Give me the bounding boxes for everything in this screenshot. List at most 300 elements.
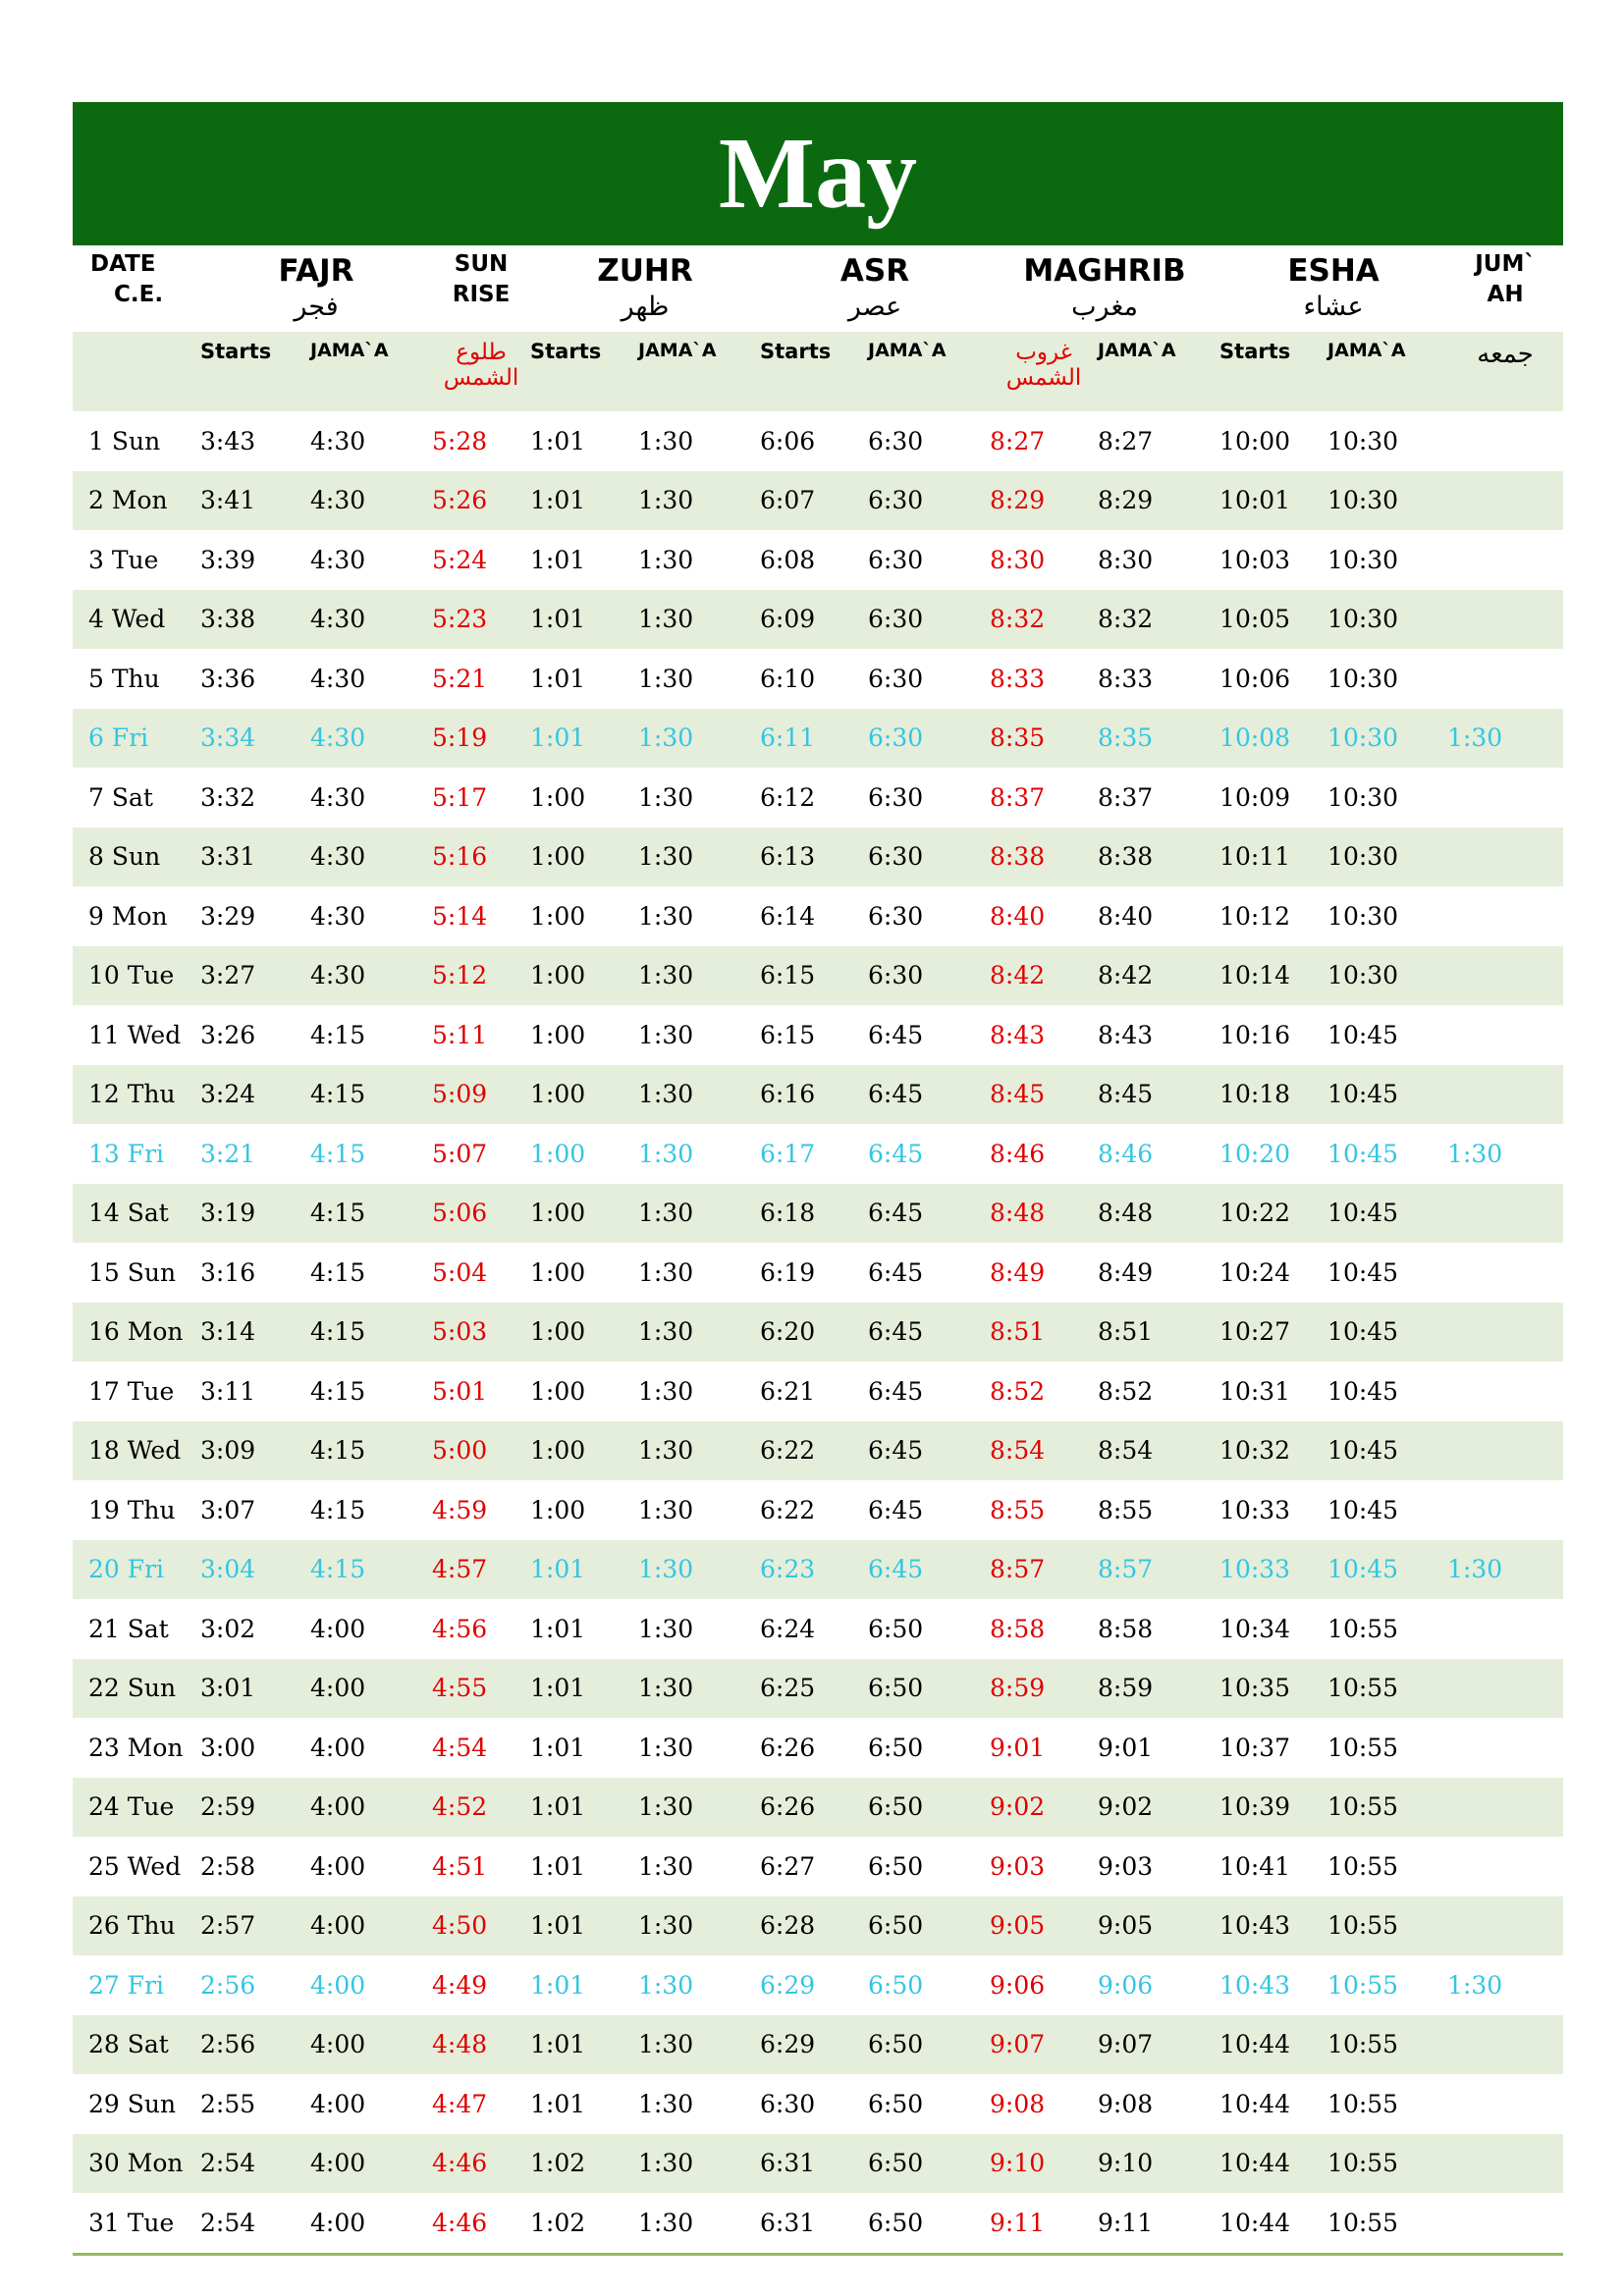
esha-jamaa-cell: 10:30 — [1327, 828, 1447, 887]
jumuah-cell — [1447, 1778, 1563, 1838]
zuhr-starts-cell: 1:00 — [530, 1376, 586, 1406]
esha-jamaa-cell: 10:30 — [1327, 590, 1447, 650]
maghrib-sunset-cell: 8:33 — [990, 664, 1046, 693]
maghrib-sunset-cell: 9:08 — [990, 2089, 1046, 2118]
asr-jamaa-cell: 6:50 — [868, 1970, 924, 2000]
asr-starts-cell: 6:26 — [760, 1778, 868, 1838]
jumuah-cell — [1447, 2015, 1563, 2075]
jumuah-cell — [1447, 649, 1563, 709]
esha-jamaa-cell: 10:55 — [1327, 1851, 1399, 1881]
zuhr-jamaa-cell: 1:30 — [638, 782, 694, 812]
zuhr-starts-cell: 1:01 — [530, 1659, 638, 1719]
zuhr-jamaa-cell: 1:30 — [638, 1970, 694, 2000]
table-row — [73, 530, 1563, 590]
zuhr-starts-cell: 1:01 — [530, 545, 586, 574]
prayer-timetable — [73, 245, 1563, 2253]
asr-jamaa-cell: 6:45 — [868, 1495, 924, 1524]
date-cell: 25 Wed — [88, 1851, 182, 1881]
fajr-starts-cell: 3:04 — [200, 1540, 310, 1600]
sunrise-cell: 5:17 — [432, 782, 488, 812]
asr-starts-cell: 6:20 — [760, 1303, 868, 1362]
asr-jamaa-cell: 6:30 — [868, 590, 990, 650]
jumuah-cell — [1447, 530, 1563, 590]
jumuah-cell — [1447, 886, 1563, 946]
esha-starts-cell: 10:00 — [1219, 426, 1291, 455]
date-cell: 31 Tue — [88, 2208, 175, 2237]
date-cell: 28 Sat — [73, 2015, 200, 2075]
fajr-jamaa-cell: 4:30 — [310, 709, 432, 769]
zuhr-starts-cell: 1:01 — [530, 664, 586, 693]
sunrise-cell: 5:26 — [432, 471, 530, 531]
asr-jamaa-cell: 6:45 — [868, 1303, 990, 1362]
subheader-blank — [73, 332, 200, 411]
fajr-jamaa-cell: 4:30 — [310, 901, 366, 931]
sunrise-cell: 4:57 — [432, 1540, 530, 1600]
esha-jamaa-cell: 10:30 — [1327, 426, 1399, 455]
esha-jamaa-cell: 10:55 — [1327, 1896, 1447, 1956]
esha-jamaa-cell: 10:55 — [1327, 1970, 1399, 2000]
zuhr-jamaa-cell: 1:30 — [638, 946, 760, 1006]
maghrib-jamaa-cell: 9:02 — [1098, 1778, 1219, 1838]
asr-jamaa-cell: 6:30 — [868, 782, 924, 812]
maghrib-jamaa-cell: 8:54 — [1098, 1421, 1219, 1481]
asr-jamaa-cell: 6:45 — [868, 1257, 924, 1287]
esha-starts-cell: 10:22 — [1219, 1184, 1327, 1244]
sunrise-cell: 5:23 — [432, 590, 530, 650]
table-row — [73, 2015, 1563, 2075]
zuhr-starts-cell: 1:01 — [530, 471, 638, 531]
fajr-jamaa-cell: 4:30 — [310, 590, 432, 650]
maghrib-jamaa-cell: 8:37 — [1098, 782, 1154, 812]
maghrib-jamaa-cell: 8:57 — [1098, 1540, 1219, 1600]
fajr-starts-cell: 2:59 — [200, 1778, 310, 1838]
fajr-starts-cell: 3:14 — [200, 1303, 310, 1362]
zuhr-jamaa-cell: 1:30 — [638, 1896, 760, 1956]
jumuah-cell — [1447, 1896, 1563, 1956]
fajr-starts-cell: 3:34 — [200, 709, 310, 769]
jumuah-cell — [1447, 590, 1563, 650]
jumuah-cell — [1447, 1362, 1563, 1421]
zuhr-starts-cell: 1:01 — [530, 2089, 586, 2118]
subheader-sunrise-ar: طلوع الشمس — [432, 332, 530, 411]
date-cell: 18 Wed — [73, 1421, 200, 1481]
zuhr-starts-cell: 1:01 — [530, 1970, 586, 2000]
table-row — [73, 1124, 1563, 1184]
esha-starts-cell: 10:11 — [1219, 828, 1327, 887]
asr-jamaa-cell: 6:30 — [868, 426, 924, 455]
table-row — [73, 1718, 1563, 1778]
asr-jamaa-cell: 6:50 — [868, 2134, 990, 2194]
zuhr-jamaa-cell: 1:30 — [638, 590, 760, 650]
date-cell: 22 Sun — [73, 1659, 200, 1719]
asr-jamaa-cell: 6:45 — [868, 1065, 990, 1125]
esha-starts-cell: 10:01 — [1219, 471, 1327, 531]
zuhr-starts-cell: 1:01 — [530, 1733, 586, 1762]
asr-starts-cell: 6:22 — [760, 1421, 868, 1481]
sunrise-cell: 5:01 — [432, 1376, 488, 1406]
fajr-starts-cell: 3:00 — [200, 1733, 256, 1762]
date-cell: 8 Sun — [73, 828, 200, 887]
asr-starts-cell: 6:24 — [760, 1614, 816, 1643]
esha-jamaa-cell: 10:30 — [1327, 946, 1447, 1006]
fajr-starts-cell: 2:57 — [200, 1896, 310, 1956]
maghrib-sunset-cell: 8:51 — [990, 1303, 1098, 1362]
table-row — [73, 649, 1563, 709]
jumuah-cell — [1447, 1005, 1563, 1065]
jumuah-cell — [1447, 1184, 1563, 1244]
date-cell: 29 Sun — [88, 2089, 177, 2118]
esha-jamaa-cell: 10:45 — [1327, 1540, 1447, 1600]
maghrib-sunset-cell: 9:11 — [990, 2208, 1046, 2237]
esha-jamaa-cell: 10:55 — [1327, 1733, 1399, 1762]
jumuah-cell: 1:30 — [1447, 709, 1563, 769]
date-cell: 4 Wed — [73, 590, 200, 650]
maghrib-jamaa-cell: 9:08 — [1098, 2089, 1154, 2118]
asr-starts-cell: 6:27 — [760, 1851, 816, 1881]
zuhr-jamaa-cell: 1:30 — [638, 1376, 694, 1406]
esha-starts-cell: 10:09 — [1219, 782, 1291, 812]
fajr-jamaa-cell: 4:15 — [310, 1303, 432, 1362]
asr-starts-cell: 6:15 — [760, 946, 868, 1006]
asr-starts-cell: 6:29 — [760, 2015, 868, 2075]
zuhr-jamaa-cell: 1:30 — [638, 1020, 694, 1049]
maghrib-jamaa-cell: 8:52 — [1098, 1376, 1154, 1406]
zuhr-jamaa-cell: 1:30 — [638, 1421, 760, 1481]
date-cell: 12 Thu — [73, 1065, 200, 1125]
header-row-main — [73, 245, 1563, 332]
zuhr-starts-cell: 1:00 — [530, 901, 586, 931]
maghrib-jamaa-cell: 8:40 — [1098, 901, 1154, 931]
asr-jamaa-cell: 6:30 — [868, 664, 924, 693]
maghrib-jamaa-cell: 8:59 — [1098, 1659, 1219, 1719]
maghrib-jamaa-cell: 8:58 — [1098, 1614, 1154, 1643]
table-row — [73, 946, 1563, 1006]
maghrib-jamaa-cell: 8:32 — [1098, 590, 1219, 650]
esha-starts-cell: 10:16 — [1219, 1020, 1291, 1049]
date-cell: 9 Mon — [88, 901, 168, 931]
fajr-starts-cell: 3:43 — [200, 426, 256, 455]
asr-starts-cell: 6:18 — [760, 1184, 868, 1244]
zuhr-starts-cell: 1:01 — [530, 1896, 638, 1956]
esha-starts-cell: 10:31 — [1219, 1376, 1291, 1406]
asr-starts-cell: 6:08 — [760, 545, 816, 574]
zuhr-starts-cell: 1:00 — [530, 782, 586, 812]
esha-starts-cell: 10:03 — [1219, 545, 1291, 574]
esha-jamaa-cell: 10:45 — [1327, 1020, 1399, 1049]
asr-starts-cell: 6:06 — [760, 426, 816, 455]
zuhr-starts-cell: 1:00 — [530, 1184, 638, 1244]
asr-starts-cell: 6:25 — [760, 1659, 868, 1719]
jumuah-cell — [1447, 1243, 1563, 1303]
fajr-starts-cell: 3:21 — [200, 1139, 256, 1168]
sunrise-cell: 5:19 — [432, 709, 530, 769]
asr-starts-cell: 6:15 — [760, 1020, 816, 1049]
table-row — [73, 1005, 1563, 1065]
sunrise-cell: 4:46 — [432, 2208, 488, 2237]
table-row — [73, 886, 1563, 946]
date-cell: 6 Fri — [73, 709, 200, 769]
asr-starts-cell: 6:31 — [760, 2208, 816, 2237]
fajr-starts-cell: 2:54 — [200, 2134, 310, 2194]
month-title: May — [718, 117, 918, 230]
esha-starts-cell: 10:18 — [1219, 1065, 1327, 1125]
esha-starts-cell: 10:39 — [1219, 1778, 1327, 1838]
esha-starts-cell: 10:20 — [1219, 1139, 1291, 1168]
zuhr-jamaa-cell: 1:30 — [638, 1184, 760, 1244]
maghrib-jamaa-cell: 9:11 — [1098, 2208, 1154, 2237]
maghrib-sunset-cell: 8:35 — [990, 709, 1098, 769]
sunrise-cell: 5:04 — [432, 1257, 488, 1287]
fajr-starts-cell: 3:24 — [200, 1065, 310, 1125]
zuhr-starts-cell: 1:01 — [530, 1614, 586, 1643]
esha-jamaa-cell: 10:30 — [1327, 664, 1399, 693]
esha-starts-cell: 10:06 — [1219, 664, 1291, 693]
asr-jamaa-cell: 6:50 — [868, 1778, 990, 1838]
esha-jamaa-cell: 10:55 — [1327, 2134, 1447, 2194]
fajr-jamaa-cell: 4:30 — [310, 545, 366, 574]
maghrib-sunset-cell: 9:06 — [990, 1970, 1046, 2000]
fajr-jamaa-cell: 4:30 — [310, 664, 366, 693]
header-esha: ESHA عشاء — [1287, 253, 1380, 322]
header-maghrib: MAGHRIB مغرب — [1023, 253, 1186, 322]
zuhr-starts-cell: 1:00 — [530, 1065, 638, 1125]
table-row — [73, 1184, 1563, 1244]
maghrib-sunset-cell: 8:45 — [990, 1065, 1098, 1125]
jumuah-cell — [1447, 1599, 1563, 1659]
maghrib-jamaa-cell: 8:51 — [1098, 1303, 1219, 1362]
zuhr-starts-cell: 1:00 — [530, 1421, 638, 1481]
table-row — [73, 1599, 1563, 1659]
asr-starts-cell: 6:10 — [760, 664, 816, 693]
maghrib-jamaa-cell: 8:33 — [1098, 664, 1154, 693]
esha-jamaa-cell: 10:45 — [1327, 1184, 1447, 1244]
subheader-jumuah-ar: جمعه — [1447, 332, 1563, 411]
table-row — [73, 709, 1563, 769]
sunrise-cell: 5:21 — [432, 664, 488, 693]
asr-jamaa-cell: 6:50 — [868, 2089, 924, 2118]
table-row — [73, 1362, 1563, 1421]
maghrib-sunset-cell: 8:27 — [990, 426, 1046, 455]
maghrib-sunset-cell: 9:03 — [990, 1851, 1046, 1881]
fajr-starts-cell: 2:54 — [200, 2208, 256, 2237]
sunrise-cell: 4:50 — [432, 1896, 530, 1956]
bottom-rule — [73, 2253, 1563, 2256]
subheader-asr-jamaa: JAMA`A — [868, 332, 990, 411]
esha-starts-cell: 10:27 — [1219, 1303, 1327, 1362]
maghrib-sunset-cell: 8:43 — [990, 1020, 1046, 1049]
fajr-starts-cell: 2:58 — [200, 1851, 256, 1881]
date-cell: 7 Sat — [88, 782, 153, 812]
zuhr-jamaa-cell: 1:30 — [638, 1851, 694, 1881]
esha-starts-cell: 10:44 — [1219, 2208, 1291, 2237]
zuhr-jamaa-cell: 1:30 — [638, 1139, 694, 1168]
header-fajr: FAJR فجر — [278, 253, 354, 322]
sunrise-cell: 5:07 — [432, 1139, 488, 1168]
asr-jamaa-cell: 6:50 — [868, 1614, 924, 1643]
esha-starts-cell: 10:44 — [1219, 2134, 1327, 2194]
table-row — [73, 1837, 1563, 1896]
fajr-jamaa-cell: 4:15 — [310, 1065, 432, 1125]
esha-starts-cell: 10:41 — [1219, 1851, 1291, 1881]
subheader-esha-jamaa: JAMA`A — [1327, 332, 1447, 411]
maghrib-jamaa-cell: 8:38 — [1098, 828, 1219, 887]
sunrise-cell: 4:47 — [432, 2089, 488, 2118]
header-date: DATE C.E. — [90, 251, 164, 307]
esha-starts-cell: 10:33 — [1219, 1495, 1291, 1524]
sunrise-cell: 4:56 — [432, 1614, 488, 1643]
fajr-jamaa-cell: 4:00 — [310, 2134, 432, 2194]
date-cell: 26 Thu — [73, 1896, 200, 1956]
maghrib-sunset-cell: 8:40 — [990, 901, 1046, 931]
asr-jamaa-cell: 6:50 — [868, 1733, 924, 1762]
jumuah-cell — [1447, 1303, 1563, 1362]
asr-starts-cell: 6:30 — [760, 2089, 816, 2118]
jumuah-cell: 1:30 — [1447, 1540, 1563, 1600]
esha-jamaa-cell: 10:45 — [1327, 1495, 1399, 1524]
maghrib-sunset-cell: 8:42 — [990, 946, 1098, 1006]
maghrib-sunset-cell: 8:52 — [990, 1376, 1046, 1406]
esha-starts-cell: 10:05 — [1219, 590, 1327, 650]
asr-starts-cell: 6:19 — [760, 1257, 816, 1287]
maghrib-sunset-cell: 8:54 — [990, 1421, 1098, 1481]
sunrise-cell: 5:00 — [432, 1421, 530, 1481]
asr-starts-cell: 6:21 — [760, 1376, 816, 1406]
table-row — [73, 1421, 1563, 1481]
maghrib-jamaa-cell: 8:43 — [1098, 1020, 1154, 1049]
jumuah-cell: 1:30 — [1447, 1139, 1503, 1168]
header-zuhr: ZUHR ظهر — [597, 253, 693, 322]
sunrise-cell: 4:54 — [432, 1733, 488, 1762]
date-cell: 14 Sat — [73, 1184, 200, 1244]
month-title-bar — [73, 102, 1563, 245]
asr-starts-cell: 6:31 — [760, 2134, 868, 2194]
fajr-starts-cell: 3:19 — [200, 1184, 310, 1244]
fajr-starts-cell: 3:16 — [200, 1257, 256, 1287]
fajr-starts-cell: 3:39 — [200, 545, 256, 574]
fajr-jamaa-cell: 4:00 — [310, 2089, 366, 2118]
asr-starts-cell: 6:23 — [760, 1540, 868, 1600]
asr-jamaa-cell: 6:50 — [868, 2015, 990, 2075]
esha-starts-cell: 10:14 — [1219, 946, 1327, 1006]
zuhr-starts-cell: 1:00 — [530, 1495, 586, 1524]
esha-starts-cell: 10:08 — [1219, 709, 1327, 769]
timetable-sheet — [73, 102, 1563, 2256]
asr-jamaa-cell: 6:50 — [868, 1851, 924, 1881]
jumuah-cell — [1447, 946, 1563, 1006]
fajr-starts-cell: 3:07 — [200, 1495, 256, 1524]
table-row — [73, 768, 1563, 828]
asr-jamaa-cell: 6:50 — [868, 2208, 924, 2237]
table-row — [73, 1896, 1563, 1956]
zuhr-jamaa-cell: 1:30 — [638, 1614, 694, 1643]
asr-starts-cell: 6:11 — [760, 709, 868, 769]
zuhr-starts-cell: 1:00 — [530, 1303, 638, 1362]
table-row — [73, 1065, 1563, 1125]
fajr-jamaa-cell: 4:30 — [310, 471, 432, 531]
maghrib-jamaa-cell: 8:29 — [1098, 471, 1219, 531]
esha-starts-cell: 10:24 — [1219, 1257, 1291, 1287]
fajr-jamaa-cell: 4:00 — [310, 1970, 366, 2000]
asr-starts-cell: 6:13 — [760, 828, 868, 887]
esha-starts-cell: 10:44 — [1219, 2089, 1291, 2118]
fajr-jamaa-cell: 4:15 — [310, 1540, 432, 1600]
table-row — [73, 2134, 1563, 2194]
asr-starts-cell: 6:07 — [760, 471, 868, 531]
sunrise-cell: 5:14 — [432, 901, 488, 931]
sunrise-cell: 5:11 — [432, 1020, 488, 1049]
fajr-jamaa-cell: 4:15 — [310, 1184, 432, 1244]
jumuah-cell — [1447, 2193, 1563, 2253]
zuhr-starts-cell: 1:00 — [530, 1257, 586, 1287]
date-cell: 10 Tue — [73, 946, 200, 1006]
jumuah-cell — [1447, 1065, 1563, 1125]
maghrib-jamaa-cell: 9:01 — [1098, 1733, 1154, 1762]
maghrib-sunset-cell: 8:59 — [990, 1659, 1098, 1719]
maghrib-jamaa-cell: 9:06 — [1098, 1970, 1154, 2000]
maghrib-sunset-cell: 8:38 — [990, 828, 1098, 887]
jumuah-cell — [1447, 1659, 1563, 1719]
date-cell: 3 Tue — [88, 545, 159, 574]
esha-jamaa-cell: 10:30 — [1327, 901, 1399, 931]
sunrise-cell: 5:24 — [432, 545, 488, 574]
asr-starts-cell: 6:17 — [760, 1139, 816, 1168]
zuhr-jamaa-cell: 1:30 — [638, 1659, 760, 1719]
maghrib-jamaa-cell: 8:30 — [1098, 545, 1154, 574]
sunrise-cell: 5:09 — [432, 1065, 530, 1125]
jumuah-cell — [1447, 1421, 1563, 1481]
date-cell: 24 Tue — [73, 1778, 200, 1838]
sunrise-cell: 4:52 — [432, 1778, 530, 1838]
header-jumuah: JUM` AH — [1475, 251, 1536, 307]
fajr-jamaa-cell: 4:00 — [310, 2208, 366, 2237]
zuhr-starts-cell: 1:00 — [530, 1020, 586, 1049]
fajr-jamaa-cell: 4:15 — [310, 1376, 366, 1406]
asr-jamaa-cell: 6:50 — [868, 1659, 990, 1719]
sunrise-cell: 4:46 — [432, 2134, 530, 2194]
table-row — [73, 1480, 1563, 1540]
date-cell: 17 Tue — [88, 1376, 175, 1406]
esha-jamaa-cell: 10:55 — [1327, 1659, 1447, 1719]
sunrise-cell: 5:03 — [432, 1303, 530, 1362]
fajr-starts-cell: 3:38 — [200, 590, 310, 650]
asr-starts-cell: 6:09 — [760, 590, 868, 650]
esha-starts-cell: 10:43 — [1219, 1896, 1327, 1956]
maghrib-jamaa-cell: 8:27 — [1098, 426, 1154, 455]
jumuah-cell — [1447, 2074, 1563, 2134]
zuhr-starts-cell: 1:01 — [530, 2015, 638, 2075]
fajr-jamaa-cell: 4:15 — [310, 1257, 366, 1287]
fajr-jamaa-cell: 4:00 — [310, 1896, 432, 1956]
fajr-starts-cell: 3:32 — [200, 782, 256, 812]
maghrib-sunset-cell: 8:58 — [990, 1614, 1046, 1643]
esha-jamaa-cell: 10:45 — [1327, 1376, 1399, 1406]
table-row — [73, 828, 1563, 887]
maghrib-jamaa-cell: 9:05 — [1098, 1896, 1219, 1956]
zuhr-jamaa-cell: 1:30 — [638, 2089, 694, 2118]
esha-starts-cell: 10:44 — [1219, 2015, 1327, 2075]
zuhr-jamaa-cell: 1:30 — [638, 1733, 694, 1762]
jumuah-cell — [1447, 2134, 1563, 2194]
jumuah-cell — [1447, 1718, 1563, 1778]
jumuah-cell — [1447, 411, 1563, 471]
maghrib-sunset-cell: 9:07 — [990, 2015, 1098, 2075]
maghrib-jamaa-cell: 8:48 — [1098, 1184, 1219, 1244]
maghrib-sunset-cell: 8:30 — [990, 545, 1046, 574]
esha-jamaa-cell: 10:45 — [1327, 1303, 1447, 1362]
fajr-jamaa-cell: 4:15 — [310, 1495, 366, 1524]
zuhr-starts-cell: 1:01 — [530, 709, 638, 769]
sunrise-cell: 4:49 — [432, 1970, 488, 2000]
